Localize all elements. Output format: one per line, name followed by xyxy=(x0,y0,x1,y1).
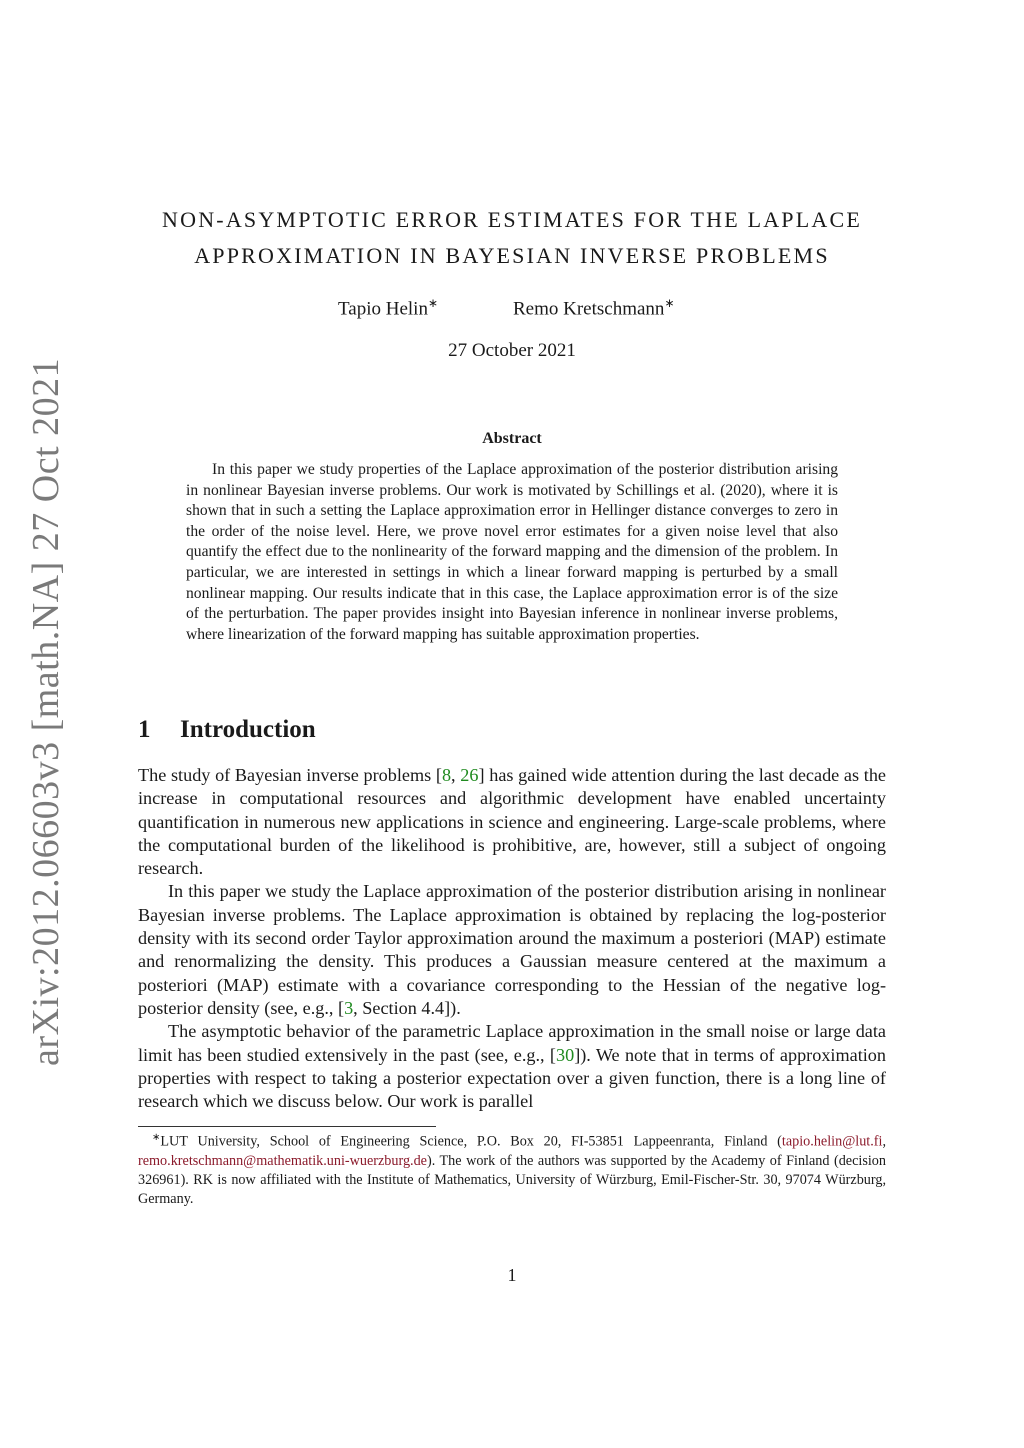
title-line-2: APPROXIMATION IN BAYESIAN INVERSE PROBLEMS xyxy=(194,243,830,268)
citation-link[interactable]: 26 xyxy=(460,765,479,785)
author-name: Remo Kretschmann xyxy=(513,298,665,320)
text-run: The study of Bayesian inverse problems [ xyxy=(138,765,442,785)
section-number: 1 xyxy=(138,716,151,743)
footnote-divider xyxy=(138,1126,436,1127)
citation-link[interactable]: 3 xyxy=(344,997,354,1018)
abstract-heading: Abstract xyxy=(482,430,542,447)
paragraph-1 xyxy=(138,764,886,880)
text-run: LUT University, School of Engineering Science, P.O. Box 20, FI-53851 Lappeenranta, Finland ( xyxy=(160,1133,782,1150)
abstract-text: In this paper we study properties of the Laplace approximation of the posterior distribution arising in nonlinear Bayesian inverse problems. Our work is motivated by Schillings et al. (2020), where it is shown that in such a setting the Laplace approximation error in Hellinger distance converges to zero in the order of the noise level. Here, we prove novel error estimates for a given noise level that also quantify the effect due to the nonlinearity of the forward mapping and the dimension of the problem. In particular, we are interested in settings in which a linear forward mapping is perturbed by a small nonlinear mapping. Our results indicate that in this case, the Laplace approximation error is of the size of the perturbation. The paper provides insight into Bayesian inference in nonlinear inverse problems, where linearization of the forward mapping has suitable approximation properties. xyxy=(186,461,838,643)
author-name: Tapio Helin xyxy=(338,298,428,320)
footnote-affiliation xyxy=(138,1128,886,1209)
paragraph-2 xyxy=(138,880,886,1020)
page-number: 1 xyxy=(507,1265,517,1285)
citation-link[interactable]: 30 xyxy=(556,1044,575,1065)
email-link-helin[interactable]: tapio.helin@lut.fi xyxy=(781,1133,883,1150)
arxiv-identifier[interactable]: arXiv:2012.06603v3 [math.NA] 27 Oct 2021 xyxy=(25,357,67,1066)
text-run: , xyxy=(451,765,461,785)
citation-link[interactable]: 8 xyxy=(441,765,452,785)
introduction-body xyxy=(138,764,886,1113)
email-link-kretschmann[interactable]: remo.kretschmann@mathematik.uni-wuerzburg.de xyxy=(138,1152,427,1169)
text-run: ]). We note that in terms of approximation properties with respect to taking a posterior expectation over a given function, there is a long line of research which we discuss below. Our work is parallel xyxy=(138,1044,886,1112)
paragraph-3 xyxy=(138,1020,886,1113)
text-run: The asymptotic behavior of the parametric Laplace approximation in the small noise or large data limit has been studied extensively in the past (see, e.g., [ xyxy=(138,1021,886,1065)
text-run: , Section 4.4]). xyxy=(353,997,461,1018)
text-run: ] has gained wide attention during the last decade as the increase in computational resources and algorithmic development have enabled uncertainty quantification in numerous new applications in science and engineering. Large-scale problems, where the computational burden of the likelihood is prohibitive, are, however, still a subject of ongoing research. xyxy=(138,765,886,879)
author-helin xyxy=(338,296,438,320)
title-line-1: NON-ASYMPTOTIC ERROR ESTIMATES FOR THE LAPLACE xyxy=(162,207,862,232)
text-run: , xyxy=(882,1133,886,1150)
author-kretschmann xyxy=(513,296,675,320)
publication-date: 27 October 2021 xyxy=(448,340,576,361)
text-run: ). The work of the authors was supported by the Academy of Finland (decision 326961). RK is now affiliated with the Institute of Mathematics, University of Würzburg, Emil-Fischer-Str. 30, 97074 Würzburg, Germany. xyxy=(138,1152,886,1207)
footnote-mark: ∗ xyxy=(152,1132,161,1143)
footnote-mark[interactable]: ∗ xyxy=(427,296,439,310)
footnote-mark[interactable]: ∗ xyxy=(664,296,675,310)
section-heading-introduction xyxy=(138,716,316,744)
text-run: In this paper we study the Laplace approximation of the posterior distribution arising in nonlinear Bayesian inverse problems. The Laplace approximation is obtained by replacing the log-posterior density with its second order Taylor approximation around the maximum a posteriori (MAP) estimate and renormalizing the density. This produces a Gaussian measure centered at the maximum a posteriori (MAP) estimate with a covariance corresponding to the Hessian of the negative log-posterior density (see, e.g., [ xyxy=(138,881,886,1018)
section-title: Introduction xyxy=(180,716,316,743)
